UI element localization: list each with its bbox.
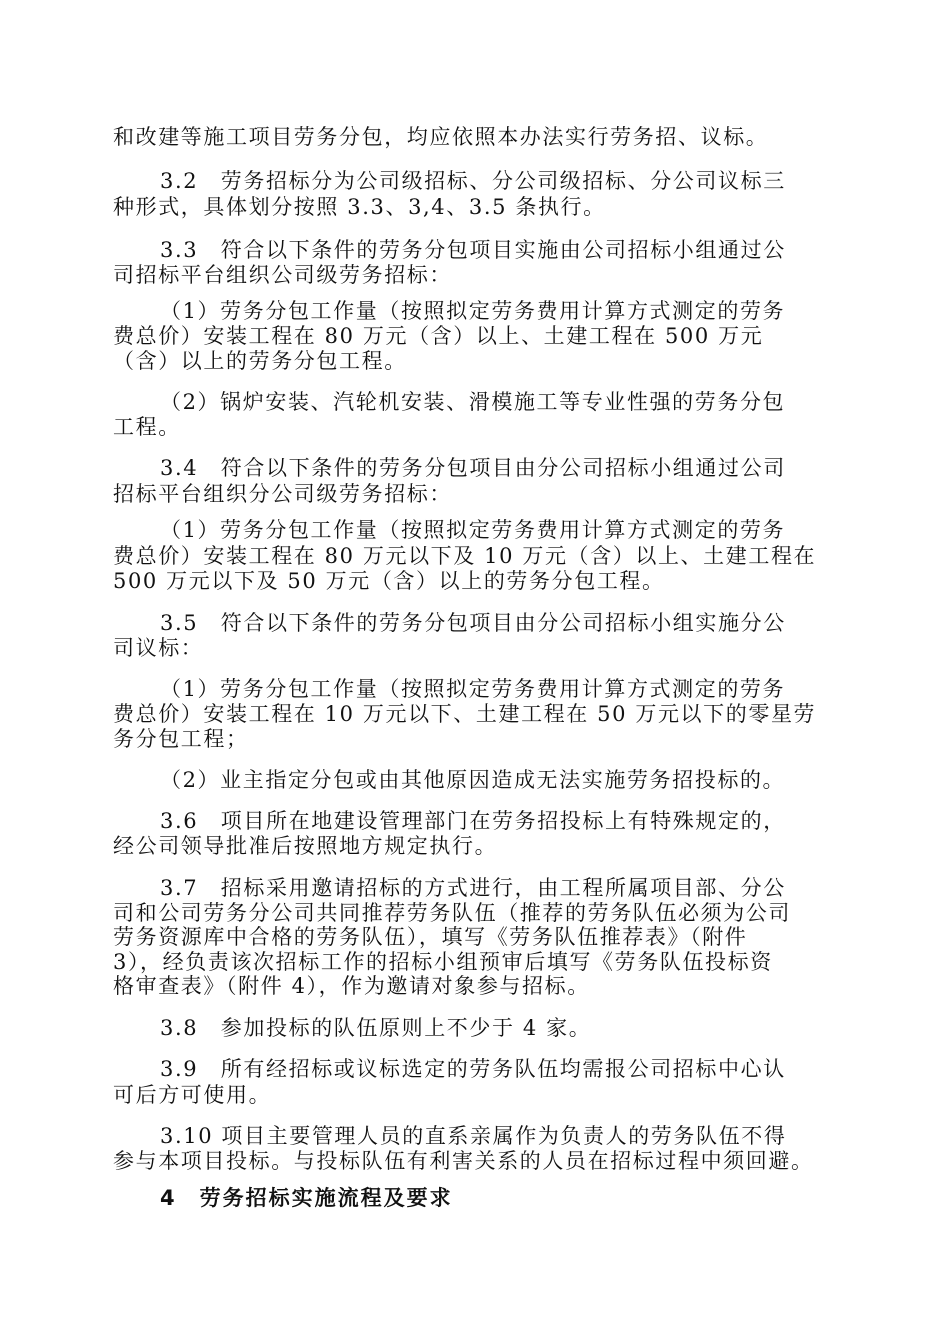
text-line: 和改建等施工项目劳务分包，均应依照本办法实行劳务招、议标。: [113, 125, 769, 149]
text-line: 工程。: [113, 415, 181, 439]
text-line: 费总价）安装工程在 80 万元（含）以上、土建工程在 500 万元: [113, 324, 764, 348]
text-line: 参与本项目投标。与投标队伍有利害关系的人员在招标过程中须回避。: [113, 1149, 814, 1173]
text-line: （2）业主指定分包或由其他原因造成无法实施劳务招投标的。: [160, 768, 786, 792]
text-line: 种形式，具体划分按照 3.3、3,4、3.5 条执行。: [113, 195, 606, 219]
section-3-6-line: 3.6 项目所在地建设管理部门在劳务招投标上有特殊规定的，: [160, 809, 786, 833]
text-line: 劳务资源库中合格的劳务队伍），填写《劳务队伍推荐表》（附件: [113, 925, 748, 949]
text-line: 费总价）安装工程在 80 万元以下及 10 万元（含）以上、土建工程在: [113, 544, 817, 568]
section-3-8-line: 3.8 参加投标的队伍原则上不少于 4 家。: [160, 1016, 592, 1040]
section-3-3-line: 3.3 符合以下条件的劳务分包项目实施由公司招标小组通过公: [160, 238, 786, 262]
text-line: （1）劳务分包工作量（按照拟定劳务费用计算方式测定的劳务: [160, 299, 786, 323]
text-line: （含）以上的劳务分包工程。: [113, 349, 407, 373]
text-line: （1）劳务分包工作量（按照拟定劳务费用计算方式测定的劳务: [160, 518, 786, 542]
text-line: （1）劳务分包工作量（按照拟定劳务费用计算方式测定的劳务: [160, 677, 786, 701]
text-line: 可后方可使用。: [113, 1083, 272, 1107]
text-line: 500 万元以下及 50 万元（含）以上的劳务分包工程。: [113, 569, 665, 593]
section-3-5-line: 3.5 符合以下条件的劳务分包项目由分公司招标小组实施分公: [160, 611, 786, 635]
section-3-2-line: 3.2 劳务招标分为公司级招标、分公司级招标、分公司议标三: [160, 169, 786, 193]
text-line: 司和公司劳务分公司共同推荐劳务队伍（推荐的劳务队伍必须为公司: [113, 901, 791, 925]
text-line: 务分包工程；: [113, 727, 249, 751]
text-line: （2）锅炉安装、汽轮机安装、滑模施工等专业性强的劳务分包: [160, 390, 786, 414]
section-3-7-line: 3.7 招标采用邀请招标的方式进行，由工程所属项目部、分公: [160, 876, 786, 900]
text-line: 格审查表》（附件 4），作为邀请对象参与招标。: [113, 974, 590, 998]
section-3-10-line: 3.10 项目主要管理人员的直系亲属作为负责人的劳务队伍不得: [160, 1124, 787, 1148]
text-line: 司议标：: [113, 636, 204, 660]
section-4-heading: 4 劳务招标实施流程及要求: [160, 1186, 453, 1210]
text-line: 招标平台组织分公司级劳务招标：: [113, 482, 452, 506]
section-3-9-line: 3.9 所有经招标或议标选定的劳务队伍均需报公司招标中心认: [160, 1057, 786, 1081]
text-line: 费总价）安装工程在 10 万元以下、土建工程在 50 万元以下的零星劳: [113, 702, 817, 726]
text-line: 司招标平台组织公司级劳务招标：: [113, 263, 452, 287]
section-3-4-line: 3.4 符合以下条件的劳务分包项目由分公司招标小组通过公司: [160, 456, 786, 480]
text-line: 经公司领导批准后按照地方规定执行。: [113, 834, 498, 858]
text-line: 3），经负责该次招标工作的招标小组预审后填写《劳务队伍投标资: [113, 950, 773, 974]
